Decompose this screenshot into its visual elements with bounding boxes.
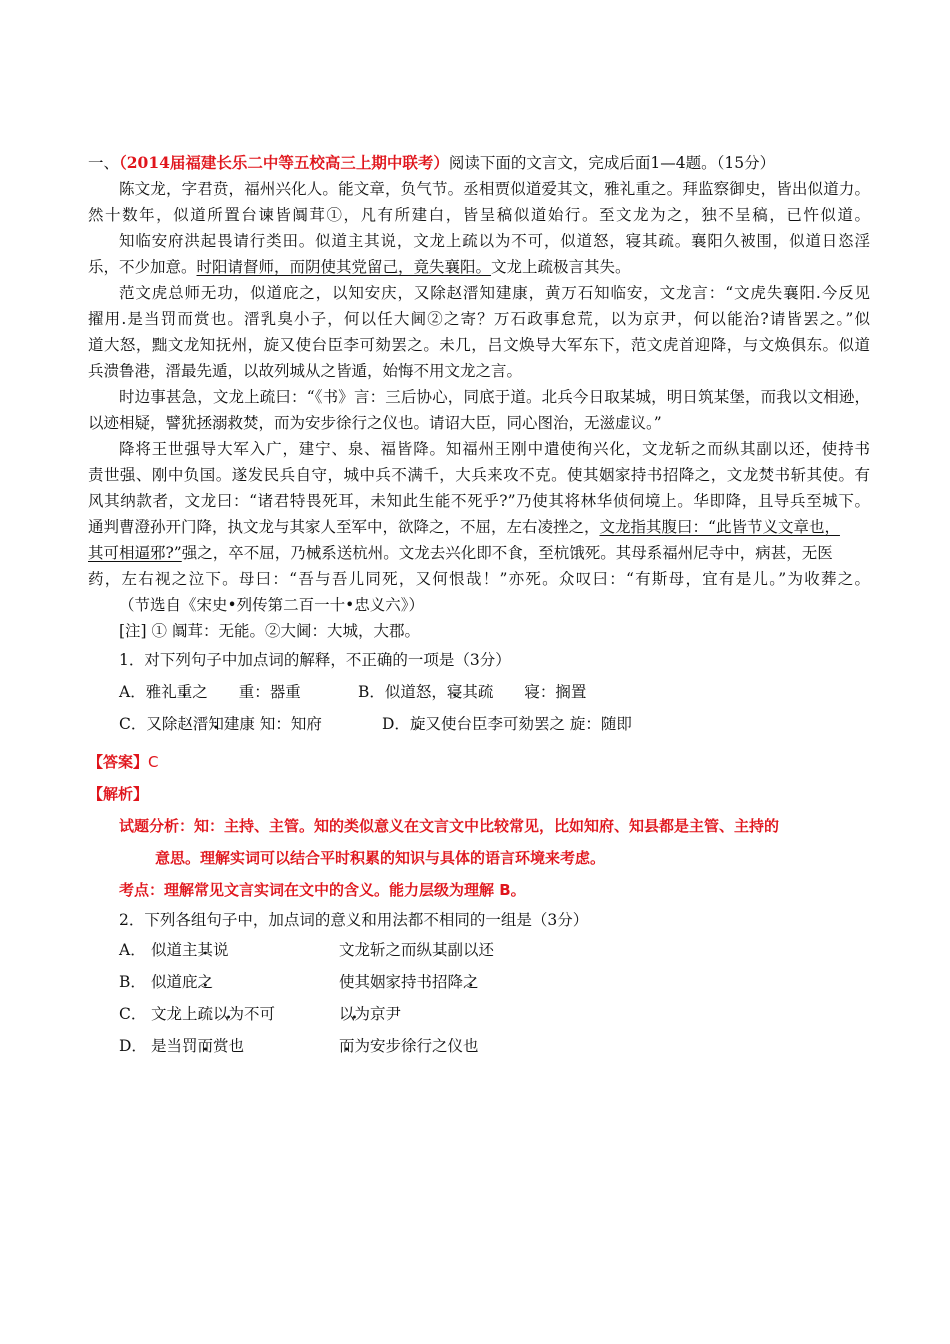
- passage-line: 其可相逼邪?”强之，卒不屈，乃械系送杭州。文龙去兴化即不食，至杭饿死。其母系福州尼寺中，病甚，无医: [88, 544, 833, 562]
- question-2-option-a: A． 似道主其说 文龙斩之而纵其副以还: [119, 941, 495, 959]
- passage-line: 擢用.是当罚而赏也。溍乳臭小子，何以任大阃②之寄？万石政事怠荒，以为京尹，何以能治?请皆罢之。”似: [88, 310, 870, 328]
- answer-value: C: [148, 753, 159, 771]
- underlined-sentence: 文龙指其腹曰：“此皆节义文章也，: [599, 518, 840, 536]
- passage-line: 通判曹澄孙开门降，执文龙与其家人至军中，欲降之，不屈，左右凌挫之，文龙指其腹曰：“此皆节义文章也，: [88, 518, 840, 536]
- underlined-sentence: 时阳请督师，而阴使其党留己，竟失襄阳。: [196, 258, 492, 276]
- option-c: C．又除赵溍知建康 知：知府: [119, 715, 322, 733]
- citation: （节选自《宋史•列传第二百一十•忠义六》）: [119, 596, 425, 614]
- passage-line: 降将王世强导大军入广，建宁、泉、福皆降。知福州王刚中遣使徇兴化，文龙斩之而纵其副以还，使持书: [119, 440, 870, 458]
- analysis-text: 意思。理解实词可以结合平时积累的知识与具体的语言环境来考虑。: [155, 849, 606, 867]
- passage-line: 道大怒，黜文龙知抚州，旋又使台臣李可劾罢之。未几，吕文焕导大军东下，范文虎首迎降，与文焕俱东。似道: [88, 336, 870, 354]
- answer-line: [88, 746, 870, 778]
- passage-line: 时边事甚急，文龙上疏曰：“《书》言：三后协心，同底于道。北兵今日取某城，明日筑某堡，而我以文相逊，: [119, 388, 870, 406]
- question-2-stem: 2．下列各组句子中，加点词的意义和用法都不相同的一组是（3分）: [119, 911, 589, 929]
- document-page: [88, 150, 870, 1062]
- passage-line: 知临安府洪起畏请行类田。似道主其说，文龙上疏以为不可，似道怒，寝其疏。襄阳久被围，似道日恣淫: [119, 232, 870, 250]
- question-header: [88, 150, 870, 176]
- kaodian-text: 考点：理解常见文言实词在文中的含义。能力层级为理解 B。: [119, 881, 526, 899]
- section-number: 一、: [88, 154, 120, 172]
- passage-line: 风其纳款者，文龙曰：“诸君特畏死耳，未知此生能不死乎?”乃使其将林华侦伺境上。华即降，且导兵至城下。: [88, 492, 870, 510]
- underlined-sentence: 其可相逼邪?”: [88, 544, 182, 562]
- option-b: B．似道怒，寝其疏 寝：搁置: [358, 683, 587, 701]
- passage-line: 然十数年，似道所置台谏皆阘茸①，凡有所建白，皆呈稿似道始行。至文龙为之，独不呈稿，已忤似道。: [88, 206, 870, 224]
- exam-source: （2014届福建长乐二中等五校高三上期中联考）: [119, 153, 449, 172]
- question-2-option-b: B． 似道庇之 使其姻家持书招降之: [119, 973, 479, 991]
- question-2-option-c: C． 文龙上疏以为不可 以为京尹: [119, 1005, 402, 1023]
- option-d: D．旋又使台臣李可劾罢之 旋：随即: [382, 715, 632, 733]
- passage-line: 以迹相疑，譬犹拯溺救焚，而为安步徐行之仪也。请诏大臣，同心图治，无滋虚议。”: [88, 414, 662, 432]
- footnote: [注] ① 阘茸：无能。②大阃：大城，大郡。: [119, 622, 420, 640]
- passage-line: 药，左右视之泣下。母曰：“吾与吾儿同死，又何恨哉！”亦死。众叹曰：“有斯母，宜有是儿。”为收葬之。: [88, 570, 870, 588]
- instruction-text: 阅读下面的文言文，完成后面1—4题。（15分）: [448, 154, 776, 172]
- passage-line: 乐，不少加意。时阳请督师，而阴使其党留己，竟失襄阳。文龙上疏极言其失。: [88, 258, 631, 276]
- question-2-option-d: D． 是当罚而赏也 而为安步徐行之仪也: [119, 1037, 479, 1055]
- passage-line: 兵溃鲁港，溍最先遁，以故列城从之皆遁，始悔不用文龙之言。: [88, 362, 523, 380]
- answer-label: 【答案】: [88, 753, 149, 771]
- analysis-label: 【解析】: [88, 785, 149, 803]
- analysis-text: 试题分析：知：主持、主管。知的类似意义在文言文中比较常见，比如知府、知县都是主管、主持的: [119, 817, 780, 835]
- question-1-options-row2: [88, 708, 870, 740]
- passage-line: 范文虎总师无功，似道庇之，以知安庆，又除赵溍知建康，黄万石知临安，文龙言：“文虎失襄阳.今反见: [119, 284, 870, 302]
- passage-line: 陈文龙，字君贲，福州兴化人。能文章，负气节。丞相贾似道爱其文，雅礼重之。拜监察御史，皆出似道力。: [119, 180, 870, 198]
- question-1-stem: 1．对下列句子中加点词的解释，不正确的一项是（3分）: [119, 651, 511, 669]
- option-a: A．雅礼重之 重：器重: [119, 683, 301, 701]
- question-1-options-row1: [88, 676, 870, 708]
- passage-line: 责世强、刚中负国。遂发民兵自守，城中兵不满千，大兵来攻不克。使其姻家持书招降之，文龙焚书斩其使。有: [88, 466, 870, 484]
